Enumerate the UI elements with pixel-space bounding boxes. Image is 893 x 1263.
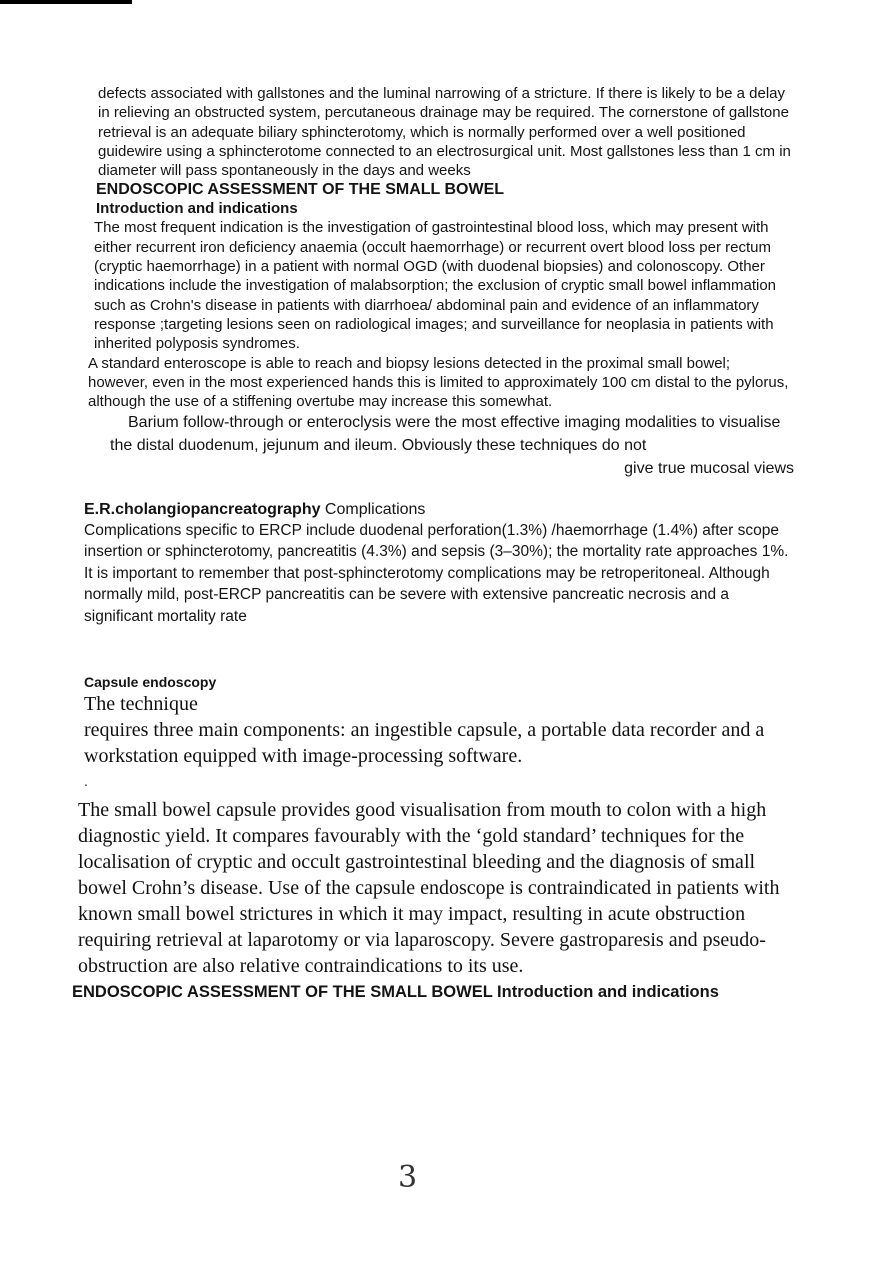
paragraph-technique: requires three main components: an ingestible capsule, a portable data recorder and a workstation equipped with image-processing software.	[84, 719, 765, 768]
bullet-dot: .	[84, 773, 88, 790]
spacer	[84, 627, 794, 673]
heading-capsule-endoscopy: Capsule endoscopy	[84, 674, 217, 691]
paragraph-ercp: Complications specific to ERCP include duodenal perforation(1.3%) /haemorrhage (1.4%) after scope insertion or sphincterotomy, pancreatitis (4.3%) and sepsis (3–30%); the mortality rate approaches 1%. It is important to remember that post-sphincterotomy complications may be retroperitoneal. Although normally mild, post-ERCP pancreatitis can be severe with extensive pancreatic necrosis and a significant mortality rate	[84, 521, 789, 625]
paragraph-capsule: The small bowel capsule provides good visualisation from mouth to colon with a high diagnostic yield. It compares favourably with the ‘gold standard’ techniques for the localisation of cryptic and occult gastrointestinal bleeding and the diagnosis of small bowel Crohn’s disease. Use of the capsule endoscope is contraindicated in patients with known small bowel strictures in which it may impact, resulting in acute obstruction requiring retrieval at laparotomy or via laparoscopy. Severe gastroparesis and pseudo-obstruction are also relative contraindications to its use.	[78, 799, 780, 978]
ercp-title	[84, 500, 794, 519]
paragraph-gallstones: defects associated with gallstones and the luminal narrowing of a stricture. If there is likely to be a delay in relieving an obstructed system, percutaneous drainage may be required. The cornerstone of gallstone retrieval is an adequate biliary sphincterotomy, which is normally performed over a well positioned guidewire using a sphincterotome connected to an electrosurgical unit. Most gallstones less than 1 cm in diameter will pass spontaneously in the days and weeks	[98, 85, 791, 180]
heading-final: ENDOSCOPIC ASSESSMENT OF THE SMALL BOWEL Introduction and indications	[72, 983, 719, 1002]
paragraph-barium-end: give true mucosal views	[624, 460, 794, 478]
ercp-title-bold: E.R.cholangiopancreatography	[84, 501, 321, 519]
paragraph-barium: Barium follow-through or enteroclysis were the most effective imaging modalities to visualise the distal duodenum, jejunum and ileum. Obviously these techniques do not	[110, 414, 781, 455]
technique-label: The technique	[84, 693, 198, 716]
document-page	[72, 84, 794, 1003]
heading-small-bowel: ENDOSCOPIC ASSESSMENT OF THE SMALL BOWEL	[96, 181, 505, 199]
subheading-introduction: Introduction and indications	[96, 200, 298, 218]
spacer	[84, 480, 794, 500]
page-number: 3	[398, 1160, 418, 1195]
top-edge-mark	[0, 0, 132, 4]
ercp-title-rest: Complications	[320, 501, 426, 519]
paragraph-enteroscope: A standard enteroscope is able to reach and biopsy lesions detected in the proximal small bowel; however, even in the most experienced hands this is limited to approximately 100 cm distal to the pylorus, although the use of a stiffening overtube may increase this somewhat.	[88, 354, 789, 411]
paragraph-indications: The most frequent indication is the investigation of gastrointestinal blood loss, which may present with either recurrent iron deficiency anaemia (occult haemorrhage) or recurrent overt blood loss per rectum (cryptic haemorrhage) in a patient with normal OGD (with duodenal biopsies) and colonoscopy. Other indications include the investigation of malabsorption; the exclusion of cryptic small bowel inflammation such as Crohn's disease in patients with diarrhoea/ abdominal pain and evidence of an inflammatory response ;targeting lesions seen on radiological images; and surveillance for neoplasia in patients with inherited polyposis syndromes.	[94, 219, 777, 353]
